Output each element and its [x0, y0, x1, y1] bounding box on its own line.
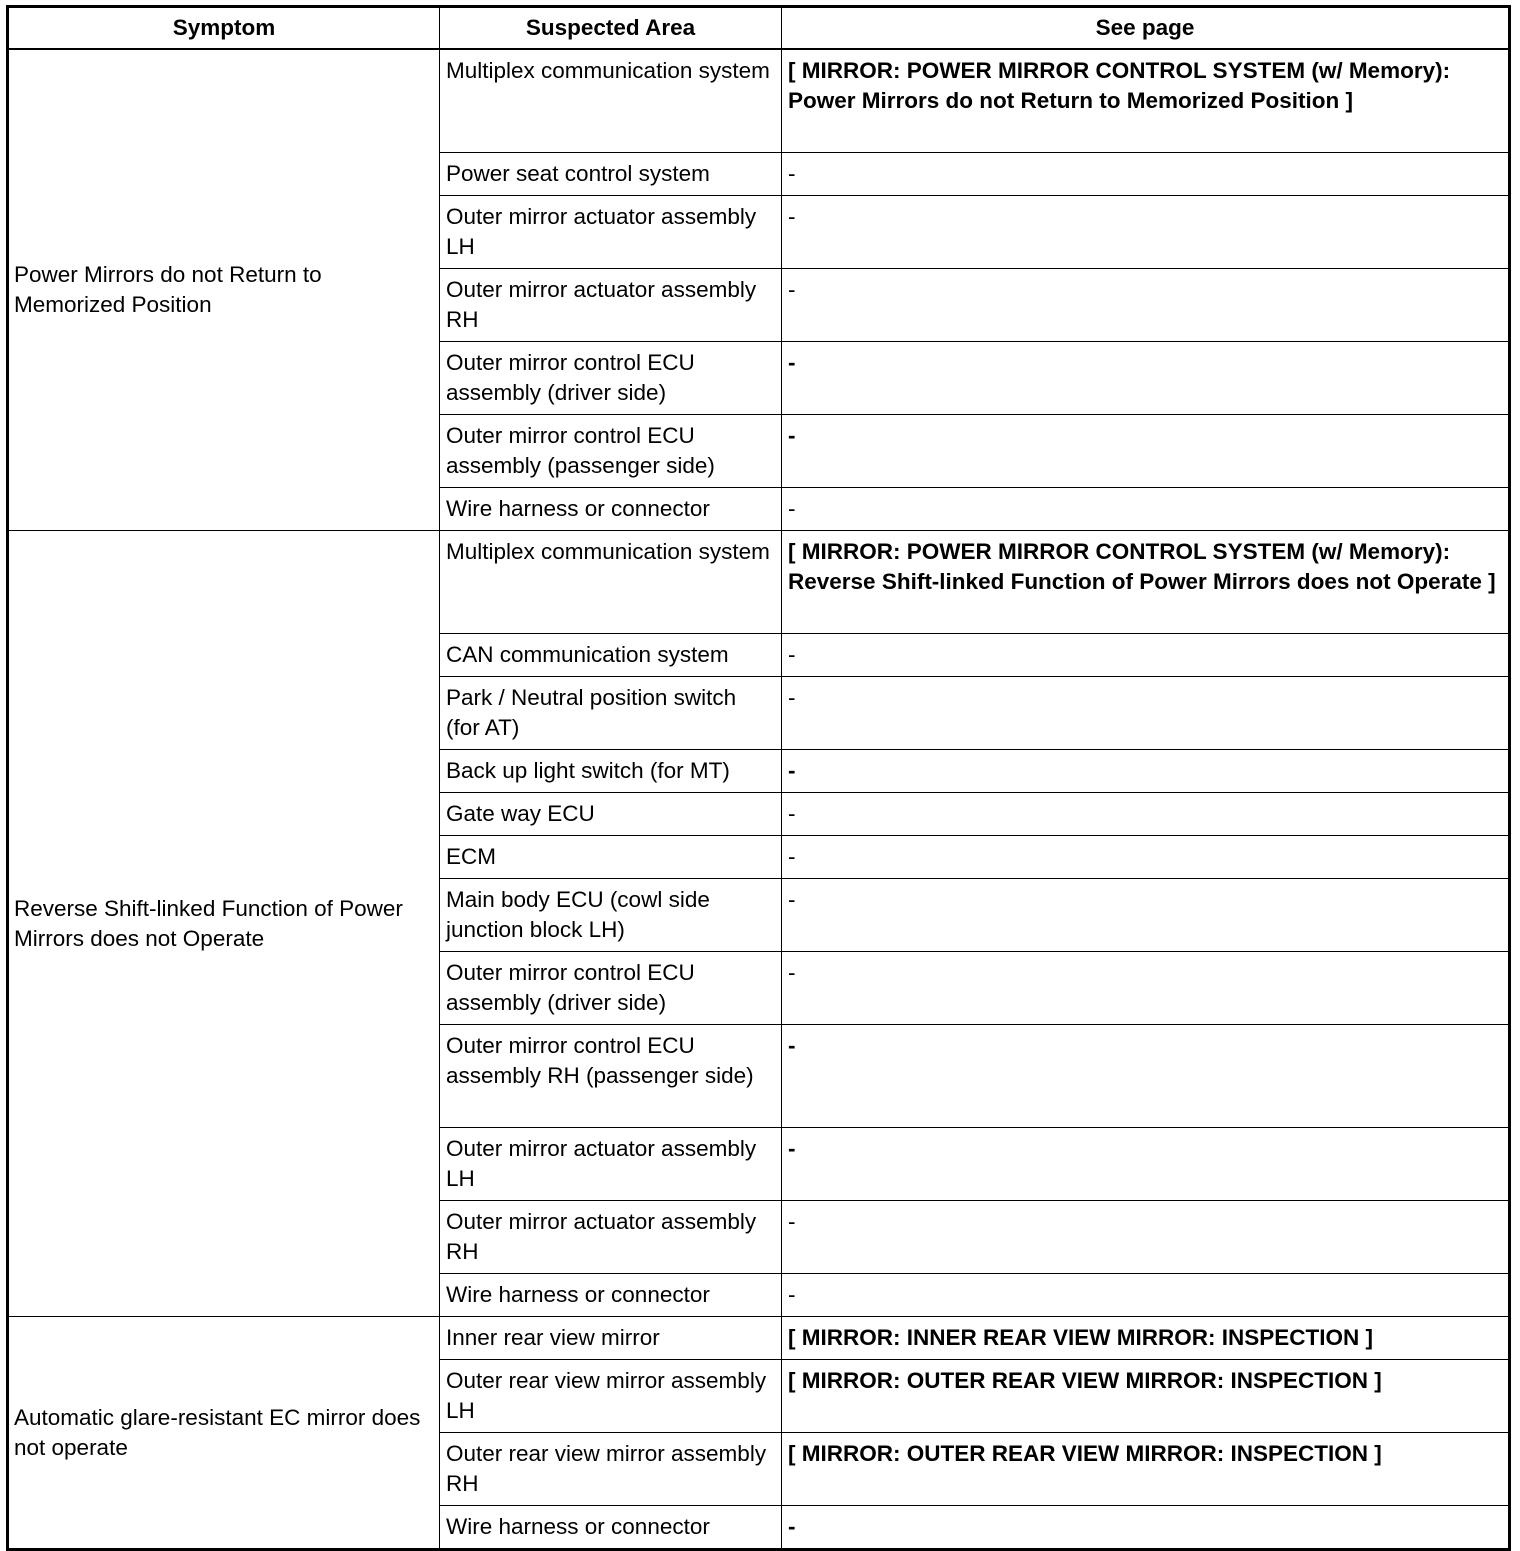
see-page-cell: [ MIRROR: INNER REAR VIEW MIRROR: INSPECTION ]: [782, 1317, 1510, 1360]
troubleshooting-table: [6, 5, 1511, 1551]
symptom-cell: Reverse Shift-linked Function of Power Mirrors does not Operate: [8, 531, 440, 1317]
see-page-cell: -: [782, 634, 1510, 677]
see-page-cell: -: [782, 793, 1510, 836]
see-page-cell: -: [782, 488, 1510, 531]
table-body: [8, 49, 1510, 1550]
suspected-area-cell: Outer mirror control ECU assembly RH (passenger side): [440, 1025, 782, 1128]
table-row: [8, 49, 1510, 153]
see-page-cell: -: [782, 1274, 1510, 1317]
suspected-area-cell: ECM: [440, 836, 782, 879]
see-page-cell: -: [782, 1201, 1510, 1274]
suspected-area-cell: Outer mirror actuator assembly LH: [440, 1128, 782, 1201]
suspected-area-cell: Outer mirror control ECU assembly (driver side): [440, 342, 782, 415]
suspected-area-cell: Outer rear view mirror assembly RH: [440, 1433, 782, 1506]
suspected-area-cell: Outer mirror actuator assembly RH: [440, 269, 782, 342]
see-page-cell: -: [782, 1025, 1510, 1128]
suspected-area-cell: Multiplex communication system: [440, 49, 782, 153]
suspected-area-cell: Gate way ECU: [440, 793, 782, 836]
suspected-area-cell: Wire harness or connector: [440, 1274, 782, 1317]
see-page-cell: -: [782, 196, 1510, 269]
table-row: [8, 1317, 1510, 1360]
suspected-area-cell: Power seat control system: [440, 153, 782, 196]
see-page-cell: [ MIRROR: POWER MIRROR CONTROL SYSTEM (w/ Memory): Power Mirrors do not Return to Memorized Position ]: [782, 49, 1510, 153]
see-page-cell: -: [782, 836, 1510, 879]
suspected-area-cell: Wire harness or connector: [440, 488, 782, 531]
suspected-area-cell: Outer mirror actuator assembly LH: [440, 196, 782, 269]
suspected-area-cell: CAN communication system: [440, 634, 782, 677]
see-page-cell: -: [782, 153, 1510, 196]
see-page-cell: [ MIRROR: POWER MIRROR CONTROL SYSTEM (w/ Memory): Reverse Shift-linked Function of Power Mirrors does not Operate ]: [782, 531, 1510, 634]
suspected-area-cell: Inner rear view mirror: [440, 1317, 782, 1360]
suspected-area-cell: Outer mirror control ECU assembly (driver side): [440, 952, 782, 1025]
header-symptom: Symptom: [8, 7, 440, 50]
see-page-cell: -: [782, 879, 1510, 952]
header-see-page: See page: [782, 7, 1510, 50]
see-page-cell: -: [782, 1128, 1510, 1201]
header-row: [8, 7, 1510, 50]
suspected-area-cell: Main body ECU (cowl side junction block LH): [440, 879, 782, 952]
table-row: [8, 531, 1510, 634]
suspected-area-cell: Park / Neutral position switch (for AT): [440, 677, 782, 750]
symptom-cell: Automatic glare-resistant EC mirror does not operate: [8, 1317, 440, 1550]
suspected-area-cell: Multiplex communication system: [440, 531, 782, 634]
see-page-cell: -: [782, 750, 1510, 793]
suspected-area-cell: Outer mirror actuator assembly RH: [440, 1201, 782, 1274]
see-page-cell: -: [782, 1506, 1510, 1550]
suspected-area-cell: Outer mirror control ECU assembly (passenger side): [440, 415, 782, 488]
suspected-area-cell: Back up light switch (for MT): [440, 750, 782, 793]
suspected-area-cell: Outer rear view mirror assembly LH: [440, 1360, 782, 1433]
see-page-cell: -: [782, 677, 1510, 750]
header-suspected-area: Suspected Area: [440, 7, 782, 50]
suspected-area-cell: Wire harness or connector: [440, 1506, 782, 1550]
see-page-cell: -: [782, 415, 1510, 488]
see-page-cell: [ MIRROR: OUTER REAR VIEW MIRROR: INSPECTION ]: [782, 1360, 1510, 1433]
symptom-cell: Power Mirrors do not Return to Memorized Position: [8, 49, 440, 531]
see-page-cell: -: [782, 952, 1510, 1025]
see-page-cell: -: [782, 342, 1510, 415]
see-page-cell: -: [782, 269, 1510, 342]
see-page-cell: [ MIRROR: OUTER REAR VIEW MIRROR: INSPECTION ]: [782, 1433, 1510, 1506]
